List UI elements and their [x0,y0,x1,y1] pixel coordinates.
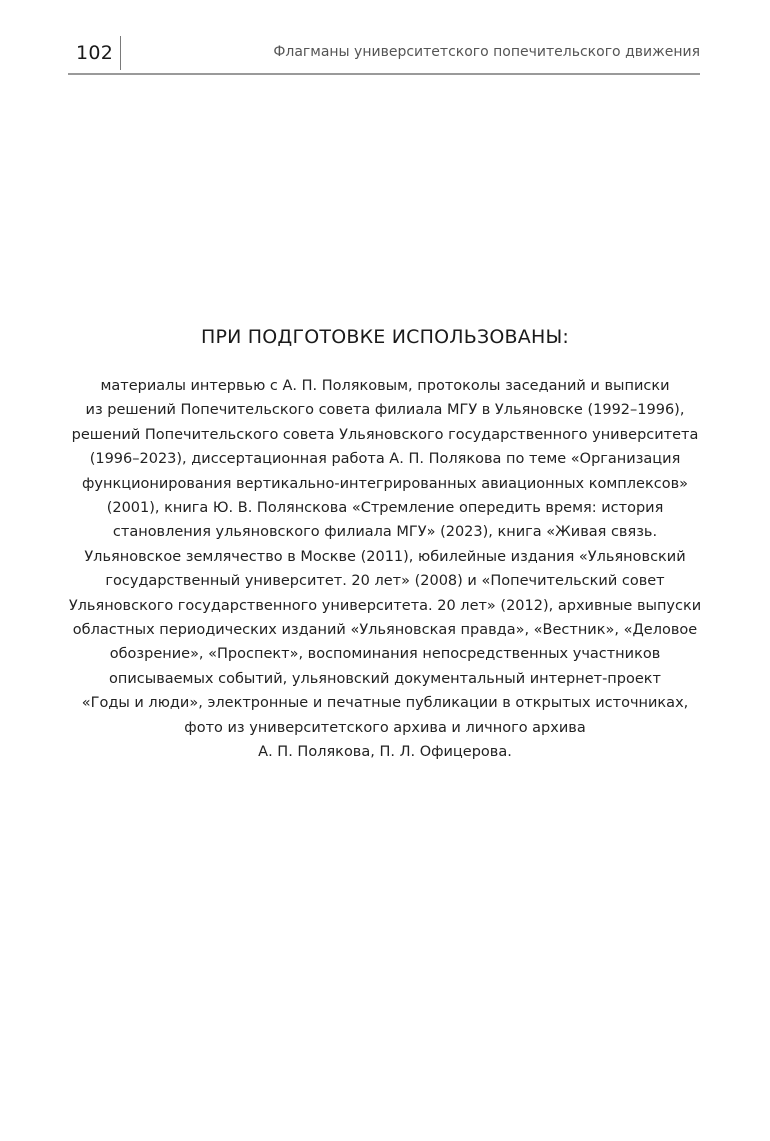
text-line: Ульяновского государственного университета. 20 лет» (2012), архивные выпуски [68,597,702,614]
page-header [68,36,700,76]
text-line: решений Попечительского совета Ульяновского государственного университета [71,426,699,443]
text-line: обозрение», «Проспект», воспоминания непосредственных участников [109,646,661,663]
text-line: областных периодических изданий «Ульяновская правда», «Вестник», «Деловое [72,622,698,639]
text-line: из решений Попечительского совета филиала МГУ в Ульяновске (1992–1996), [85,402,685,419]
page-number: 102 [76,42,114,64]
section-heading: ПРИ ПОДГОТОВКЕ ИСПОЛЬЗОВАНЫ: [200,326,570,348]
header-vertical-divider [120,36,121,70]
text-line: становления ульяновского филиала МГУ» (2023), книга «Живая связь. [112,524,658,541]
text-line: «Годы и люди», электронные и печатные публикации в открытых источниках, [81,695,689,712]
sources-paragraph [60,374,710,765]
text-line: фото из университетского архива и личного архива [184,719,586,736]
text-line: материалы интервью с А. П. Поляковым, протоколы заседаний и выписки [100,378,670,394]
text-line: (1996–2023), диссертационная работа А. П. Полякова по теме «Организация [89,451,681,468]
text-line: (2001), книга Ю. В. Полянскова «Стремление опередить время: история [106,500,664,517]
header-rule [68,73,700,75]
text-line: А. П. Полякова, П. Л. Офицерова. [258,744,512,761]
text-line: функционирования вертикально-интегрированных авиационных комплексов» [82,475,688,492]
text-line: государственный университет. 20 лет» (2008) и «Попечительский совет [105,573,665,590]
running-title: Флагманы университетского попечительского движения [273,44,700,60]
text-line: описываемых событий, ульяновский документальный интернет-проект [109,670,661,687]
text-line: Ульяновское землячество в Москве (2011), юбилейные издания «Ульяновский [84,548,686,565]
